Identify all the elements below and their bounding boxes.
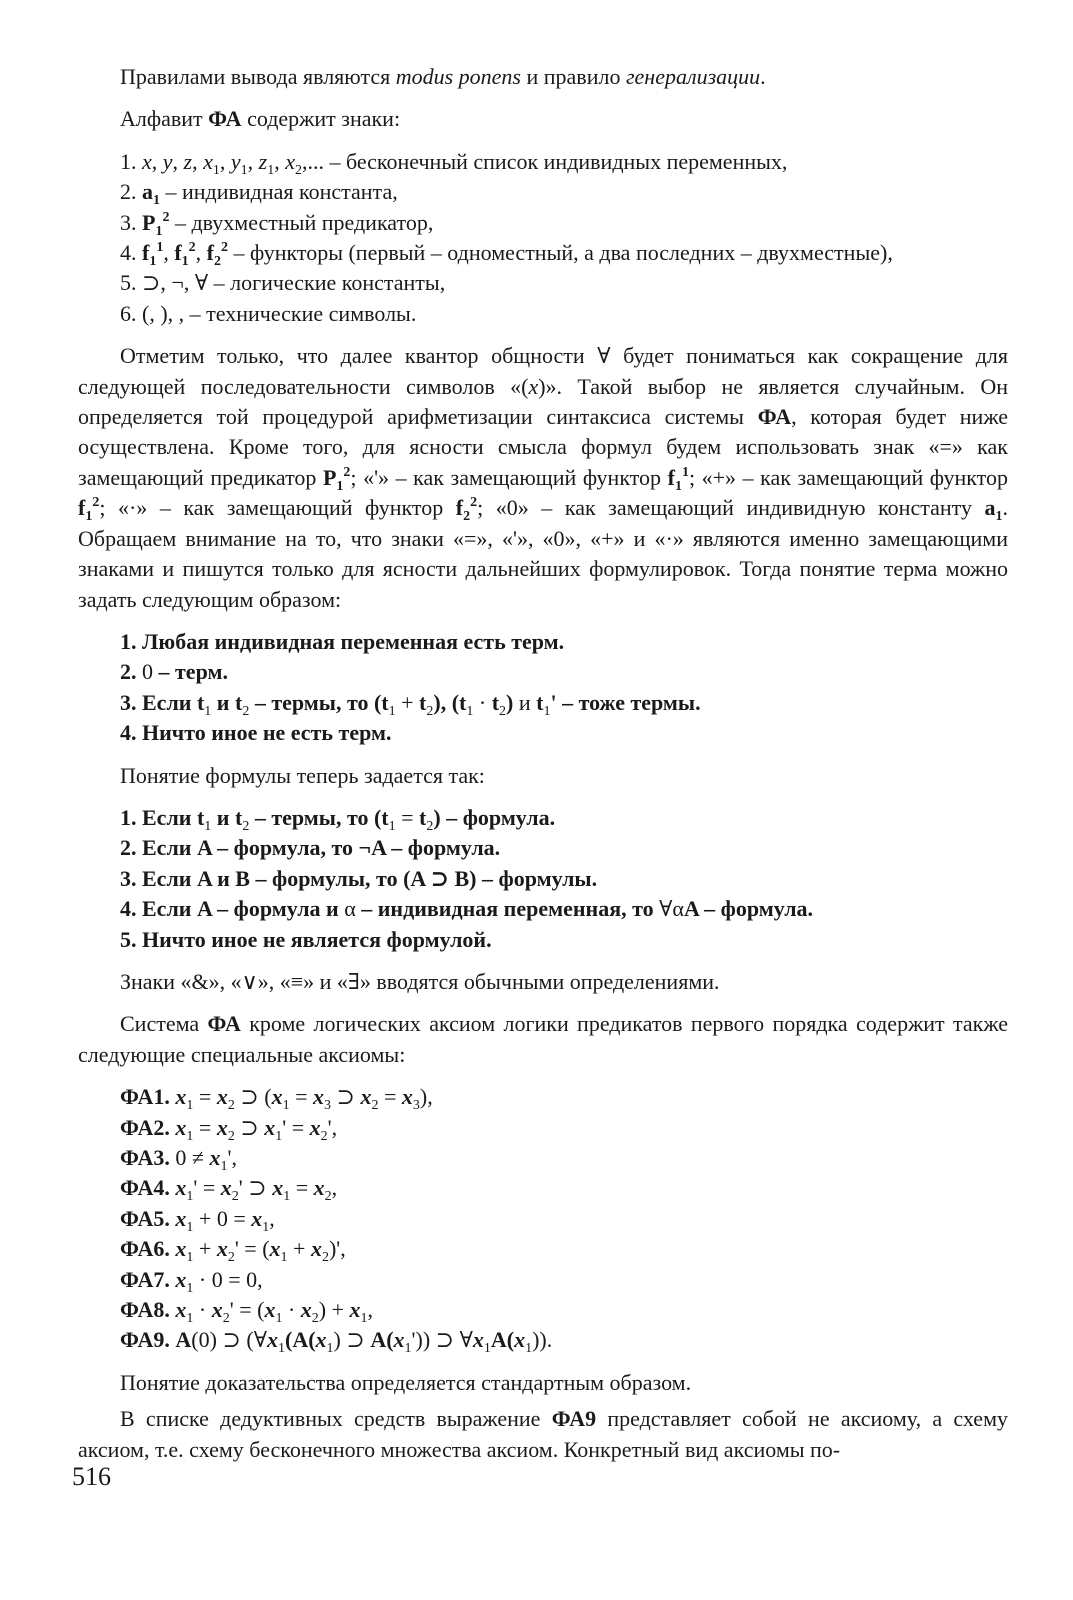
text-run: 5. ⊃, ¬, ∀ – логические константы, xyxy=(120,270,446,296)
list-item xyxy=(120,1113,1008,1143)
list-item xyxy=(120,925,1008,955)
text-run: – индивидная константа, xyxy=(160,179,398,205)
text-run: 1 xyxy=(388,703,396,719)
text-run: 0 ≠ xyxy=(175,1145,210,1170)
text-run: ', xyxy=(327,1114,338,1140)
text-run: генерализации xyxy=(625,64,761,89)
text-run: . Обращаем внимание на то, что знаки «=», «'», «0», «+» и «·» являются именно замещающими знаками и пишутся только для ясности дальнейших формулировок. Тогда понятие терма можно задать следующим образом: xyxy=(78,495,1008,612)
text-run: ⊃ xyxy=(234,1114,265,1140)
text-run: x xyxy=(315,1327,327,1353)
text-run: , xyxy=(247,148,259,174)
text-run: 1 xyxy=(267,162,275,178)
text-run: 4. xyxy=(120,240,142,266)
text-run: содержит знаки: xyxy=(241,106,401,132)
text-run: x xyxy=(393,1327,405,1353)
text-run: f xyxy=(78,495,86,521)
text-run: x xyxy=(272,1175,284,1201)
text-run: представляет собой не аксиому, а схему аксиом, т.е. схему бесконечного множества аксиом. Конкретный вид аксиомы по- xyxy=(78,1406,1008,1462)
text-run: Система xyxy=(120,1011,208,1037)
list-item xyxy=(120,1295,1008,1325)
alphabet-list xyxy=(120,147,1008,329)
text-run: ФА6. xyxy=(120,1236,176,1262)
text-run: кроме логических аксиом логики предикатов первого порядка содержит также следующие специальные аксиомы: xyxy=(78,1011,1008,1067)
text-run: x xyxy=(360,1084,372,1110)
alphabet-heading xyxy=(78,104,1008,134)
text-run: ), (t xyxy=(433,689,467,715)
text-run: 2 xyxy=(320,1128,328,1144)
text-run: t xyxy=(536,689,544,715)
text-run: ФА9 xyxy=(551,1406,597,1432)
list-item xyxy=(120,1234,1008,1264)
proof-sentence xyxy=(78,1368,1008,1398)
text-run: 1 xyxy=(275,1128,283,1144)
text-run: 1 xyxy=(186,1250,194,1266)
text-run: x xyxy=(175,1205,187,1231)
text-run: f xyxy=(455,495,464,521)
text-run: 1 xyxy=(186,1189,194,1205)
text-run: 2 xyxy=(470,495,478,511)
list-item xyxy=(120,833,1008,863)
text-run: t xyxy=(491,689,500,715)
text-run: 2 xyxy=(294,162,302,178)
text-run: ')) ⊃ ∀ xyxy=(411,1327,473,1353)
text-run: 2 xyxy=(242,818,250,834)
text-run: ФА5. xyxy=(120,1205,176,1231)
text-run: ФА4. xyxy=(120,1175,176,1201)
text-run: 3 xyxy=(324,1098,332,1114)
text-run: f xyxy=(206,240,214,266)
text-run: · xyxy=(282,1297,301,1323)
text-run: 2 xyxy=(343,464,351,480)
text-run: 1 xyxy=(995,509,1003,525)
text-run: и t xyxy=(211,689,243,715)
text-run: t xyxy=(419,689,427,715)
text-run: ФА xyxy=(207,1011,241,1037)
text-run: x xyxy=(142,148,152,174)
text-run: x xyxy=(349,1297,361,1323)
text-run: x xyxy=(211,1297,223,1323)
text-run: x xyxy=(472,1327,484,1353)
text-run: 1 xyxy=(186,1311,194,1327)
text-run: )). xyxy=(532,1327,553,1353)
text-run: 2 xyxy=(227,1098,235,1114)
text-run: , xyxy=(274,148,286,174)
text-run: ФА xyxy=(757,404,792,430)
text-run: 1 xyxy=(360,1311,368,1327)
text-run: = xyxy=(290,1175,314,1201)
text-run: 1 xyxy=(543,703,551,719)
text-run: 1 xyxy=(275,1311,283,1327)
text-run: , xyxy=(163,240,175,266)
text-run: 1 xyxy=(181,254,189,270)
text-run: 1 xyxy=(388,818,396,834)
text-run: ; «·» – как замещающий функтор xyxy=(99,495,456,521)
text-run: (0) ⊃ (∀ xyxy=(191,1327,267,1353)
text-run: 2 xyxy=(426,818,434,834)
text-run: 1 xyxy=(240,162,248,178)
text-run: 2 xyxy=(324,1189,332,1205)
text-run: ) – формула. xyxy=(433,804,556,830)
text-run: 0 xyxy=(142,659,153,685)
text-run: 1 xyxy=(280,1250,288,1266)
text-run: 3. xyxy=(120,209,142,235)
text-run: x xyxy=(175,1266,187,1292)
text-run: x xyxy=(220,1175,232,1201)
text-run: x xyxy=(216,1236,228,1262)
connectives-sentence xyxy=(78,967,1008,997)
text-run: – термы, то (t xyxy=(249,689,389,715)
text-run: 2 xyxy=(162,209,170,225)
text-run: 1 xyxy=(674,478,682,494)
text-run: x xyxy=(514,1327,526,1353)
text-run: modus ponens xyxy=(395,64,521,89)
text-run: 1 xyxy=(220,1159,228,1174)
text-run: , xyxy=(331,1175,338,1201)
text-run: = xyxy=(395,804,420,830)
text-run: · 0 = 0, xyxy=(193,1266,263,1292)
text-run: · xyxy=(473,689,492,715)
text-run: x xyxy=(267,1327,278,1353)
text-run: Знаки «&», «∨», «≡» и «∃» вводятся обычными определениями. xyxy=(120,968,720,994)
text-run: x xyxy=(175,1175,187,1201)
text-run: – двухместный предикатор, xyxy=(169,209,434,235)
text-run: 1 xyxy=(326,1341,334,1357)
text-run: ' = xyxy=(282,1114,310,1140)
text-run: 2 xyxy=(321,1250,329,1266)
list-item xyxy=(120,864,1008,894)
text-run: Алфавит xyxy=(120,106,209,132)
text-run: 3 xyxy=(412,1098,420,1114)
text-run: ) ⊃ xyxy=(333,1327,371,1353)
text-run: x xyxy=(203,148,213,174)
text-run: ' = xyxy=(193,1175,221,1201)
text-run: , которая будет ниже осуществлена. Кроме того, для ясности смысла формул будем использовать знак «=» как замещающий предикатор xyxy=(78,404,1008,490)
text-run: ФА2. xyxy=(120,1114,176,1140)
list-item xyxy=(120,894,1008,924)
text-run: , xyxy=(367,1297,373,1323)
text-run: A – формула. xyxy=(683,896,814,922)
text-run: 2. xyxy=(120,659,142,685)
text-run: , xyxy=(172,148,184,174)
text-run: ), xyxy=(419,1084,433,1110)
text-run: x xyxy=(309,1114,321,1140)
text-run: В списке дедуктивных средств выражение xyxy=(120,1406,552,1432)
list-item xyxy=(120,1204,1008,1234)
text-run: 1. Любая индивидная переменная есть терм. xyxy=(120,628,565,654)
list-item xyxy=(120,208,1008,238)
text-run: 1 xyxy=(466,703,474,719)
text-run: , xyxy=(219,148,231,174)
text-run: и правило xyxy=(521,64,626,89)
axioms-intro-paragraph xyxy=(78,1009,1008,1070)
text-run: P xyxy=(142,209,156,235)
text-run: 1 xyxy=(204,703,212,719)
text-run: 1 xyxy=(153,193,160,209)
text-run: x xyxy=(285,148,295,174)
text-run: x xyxy=(269,1236,281,1262)
list-item xyxy=(120,1173,1008,1203)
text-run: 6. (, ), , – технические символы. xyxy=(120,300,417,326)
text-run: 1 xyxy=(212,162,220,178)
text-run: ФА8. xyxy=(120,1297,176,1323)
text-run: 1. xyxy=(120,148,142,174)
text-run: A xyxy=(175,1327,192,1353)
text-run: 2. Если A – формула, то ¬A – формула. xyxy=(120,835,501,861)
text-run: x xyxy=(175,1236,187,1262)
text-run: f xyxy=(174,240,182,266)
text-run: 1 xyxy=(149,254,157,270)
text-run: ФА3. xyxy=(120,1145,176,1170)
text-run: – термы, то (t xyxy=(249,804,389,830)
text-run: 1 xyxy=(336,478,344,494)
list-item xyxy=(120,688,1008,718)
text-run: – функторы (первый – одноместный, а два последних – двухместные), xyxy=(227,240,893,266)
text-run: 2 xyxy=(213,254,221,270)
text-run: 1 xyxy=(156,240,164,256)
text-run: A( xyxy=(370,1327,394,1353)
text-run: ' = ( xyxy=(229,1297,265,1323)
text-run: 2 xyxy=(227,1250,235,1266)
text-run: 2 xyxy=(231,1189,239,1205)
list-item xyxy=(120,268,1008,298)
text-run: 2 xyxy=(242,703,250,719)
text-run: 2 xyxy=(371,1098,379,1114)
text-run: + xyxy=(395,689,420,715)
list-item xyxy=(120,1082,1008,1112)
text-run: = xyxy=(378,1084,402,1110)
term-rules-list xyxy=(120,627,1008,749)
text-run: 1 xyxy=(262,1219,270,1235)
text-run: . xyxy=(760,64,766,89)
formula-rules-list xyxy=(120,803,1008,955)
text-run: Понятие формулы теперь задается так: xyxy=(120,762,485,788)
text-run: ФА7. xyxy=(120,1266,176,1292)
text-run: 1 xyxy=(404,1341,412,1357)
list-item xyxy=(120,147,1008,177)
text-run: ; «0» – как замещающий индивидную константу xyxy=(477,495,985,521)
text-run: (A( xyxy=(285,1327,316,1353)
text-run: 1 xyxy=(681,464,689,480)
text-run: Отметим только, что далее квантор общности ∀ будет пониматься как сокращение для следующей последовательности символов «( xyxy=(78,343,1008,399)
text-run: ', xyxy=(227,1145,237,1170)
text-run: 2 xyxy=(499,703,507,719)
page-body xyxy=(78,62,1008,1465)
text-run: ' = ( xyxy=(234,1236,270,1262)
text-run: 1. Если t xyxy=(120,804,205,830)
list-item xyxy=(120,1265,1008,1295)
text-run: + xyxy=(193,1236,217,1262)
text-run: 2 xyxy=(463,509,471,525)
text-run: 1 xyxy=(525,1341,533,1357)
text-run: 1 xyxy=(186,1128,194,1144)
text-run: ФА9. xyxy=(120,1327,176,1353)
text-run: 1 xyxy=(282,1098,290,1114)
text-run: x xyxy=(271,1084,283,1110)
text-run: 2. xyxy=(120,179,142,205)
formula-heading xyxy=(78,761,1008,791)
text-run: 5. Ничто иное не является формулой. xyxy=(120,926,492,952)
text-run: x xyxy=(313,1175,325,1201)
text-run: + 0 = xyxy=(193,1205,252,1231)
text-run: )', xyxy=(328,1236,346,1262)
text-run: , xyxy=(151,148,163,174)
text-run: ; «'» – как замещающий функтор xyxy=(350,464,668,490)
list-item xyxy=(120,1143,1008,1173)
text-run: x xyxy=(264,1114,276,1140)
text-run: 4. Если A – формула и xyxy=(120,896,345,922)
text-run: ФА xyxy=(208,106,242,132)
text-run: x xyxy=(300,1297,312,1323)
text-run: · xyxy=(193,1297,212,1323)
text-run: , xyxy=(192,148,204,174)
text-run: , xyxy=(195,240,207,266)
text-run: f xyxy=(667,464,675,490)
text-run: 1 xyxy=(155,223,163,239)
text-run: A( xyxy=(490,1327,515,1353)
text-run: ∀α xyxy=(659,896,684,922)
text-run: 2 xyxy=(188,240,196,256)
text-run: 1 xyxy=(204,818,212,834)
list-item xyxy=(120,299,1008,329)
text-run: )». Такой выбор не является случайным. Он определяется той процедурой арифметизации синтаксиса системы xyxy=(78,373,1008,430)
text-run: x xyxy=(175,1114,187,1140)
text-run: a xyxy=(984,495,996,521)
text-run: 3. Если A и B – формулы, то (A ⊃ B) – формулы. xyxy=(120,865,598,891)
text-run: 1 xyxy=(283,1189,291,1205)
text-run: ' – тоже термы. xyxy=(550,689,701,715)
list-item xyxy=(120,238,1008,268)
text-run: y xyxy=(162,148,173,174)
text-run: + xyxy=(287,1236,311,1262)
text-run: Понятие доказательства определяется стандартным образом. xyxy=(120,1369,692,1395)
text-run: z xyxy=(183,148,193,174)
text-run: x xyxy=(310,1236,322,1262)
text-run: 1 xyxy=(186,1219,194,1235)
text-run: и xyxy=(513,689,537,715)
page-number: 516 xyxy=(72,1462,111,1491)
text-run: x xyxy=(216,1084,228,1110)
text-run: – индивидная переменная, то xyxy=(355,896,660,922)
text-run: ' ⊃ xyxy=(238,1175,273,1201)
list-item xyxy=(120,627,1008,657)
text-run: и t xyxy=(211,804,243,830)
text-run: α xyxy=(344,896,356,922)
text-run: = xyxy=(193,1084,217,1110)
text-run: ; «+» – как замещающий функтор xyxy=(688,464,1009,490)
text-run: x xyxy=(175,1084,187,1110)
axioms-list xyxy=(120,1082,1008,1356)
text-run: P xyxy=(322,464,337,490)
text-run: ФА1. xyxy=(120,1084,176,1110)
text-run: 2 xyxy=(92,495,100,511)
text-run: ) xyxy=(506,689,514,715)
text-run: ⊃ ( xyxy=(234,1084,272,1110)
text-run: x xyxy=(313,1084,325,1110)
text-run: x xyxy=(251,1205,263,1231)
text-run: x xyxy=(528,373,539,399)
list-item xyxy=(120,1325,1008,1355)
text-run: 1 xyxy=(85,509,93,525)
text-run: x xyxy=(209,1145,221,1170)
text-run: f xyxy=(142,240,150,266)
text-run: x xyxy=(216,1114,228,1140)
text-run: 3. Если t xyxy=(120,689,205,715)
text-run: 4. Ничто иное не есть терм. xyxy=(120,720,392,746)
list-item xyxy=(120,803,1008,833)
list-item xyxy=(120,657,1008,687)
final-paragraph xyxy=(78,1404,1008,1465)
text-run: 2 xyxy=(311,1311,319,1327)
text-run: Правилами вывода являются xyxy=(120,64,396,89)
text-run: – терм. xyxy=(153,659,228,685)
text-run: 1 xyxy=(483,1341,491,1357)
text-run: x xyxy=(401,1084,413,1110)
intro-sentence xyxy=(78,62,1008,92)
text-run: = xyxy=(193,1114,217,1140)
text-run: 2 xyxy=(220,240,228,256)
text-run: x xyxy=(175,1297,187,1323)
text-run: 2 xyxy=(426,703,434,719)
text-run: 1 xyxy=(278,1341,285,1357)
text-run: y xyxy=(230,148,241,174)
text-run: z xyxy=(258,148,268,174)
text-run: t xyxy=(419,804,427,830)
text-run: 2 xyxy=(227,1128,235,1144)
text-run: 2 xyxy=(222,1311,230,1327)
text-run: ) + xyxy=(318,1297,350,1323)
text-run: 1 xyxy=(186,1280,194,1296)
text-run: ⊃ xyxy=(331,1084,361,1110)
text-run: 1 xyxy=(186,1098,194,1114)
list-item xyxy=(120,177,1008,207)
text-run: , xyxy=(269,1205,275,1231)
text-run: = xyxy=(289,1084,314,1110)
text-run: a xyxy=(142,179,153,205)
text-run: x xyxy=(264,1297,276,1323)
list-item xyxy=(120,718,1008,748)
text-run: ,... – бесконечный список индивидных переменных, xyxy=(301,148,788,174)
quantifier-paragraph xyxy=(78,341,1008,615)
